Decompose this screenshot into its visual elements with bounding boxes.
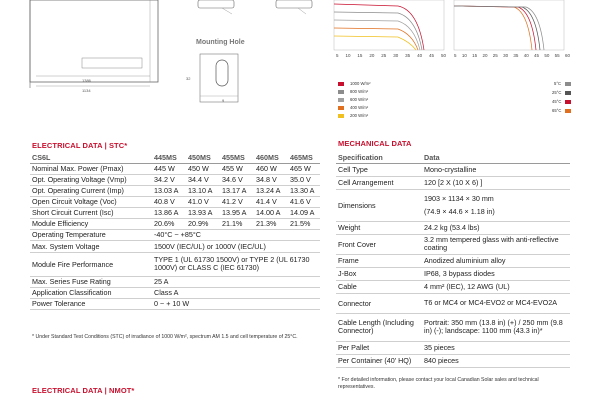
cell: 465 W <box>290 164 311 173</box>
row-label: Max. System Voltage <box>32 241 100 251</box>
row-label: Short Circuit Current (Isc) <box>32 208 114 217</box>
row-label: Nominal Max. Power (Pmax) <box>32 164 124 173</box>
x-tick: 25 <box>381 53 387 58</box>
cell: 25 A <box>154 277 169 286</box>
header-cell: 445MS <box>154 152 177 162</box>
electrical-title: ELECTRICAL DATA | STC* <box>32 141 128 150</box>
table-row <box>30 298 320 309</box>
row-label: Opt. Operating Voltage (Vmp) <box>32 175 127 184</box>
iv-chart-irradiance <box>328 0 450 56</box>
cell: 34.6 V <box>222 175 243 184</box>
cell: 41.4 V <box>256 197 277 206</box>
dim-label-1386: 1386 <box>82 78 91 83</box>
x-tick: 35 <box>513 53 519 58</box>
table-row <box>30 207 320 218</box>
legend-label: 25°C <box>552 90 562 95</box>
header-cell: 455MS <box>222 152 245 162</box>
cell: 20.6% <box>154 219 175 228</box>
row-label: Connector <box>338 298 372 308</box>
cell: 14.09 A <box>290 208 315 217</box>
x-tick: 40 <box>523 53 529 58</box>
row-label: Module Fire Performance <box>32 259 114 269</box>
mechanical-footnote: * For detailed information, please contact your local Canadian Solar sales and technical representatives. <box>338 377 539 390</box>
legend-label: 1000 W/m² <box>350 81 371 86</box>
iv-chart-temperature <box>452 0 572 56</box>
dimensions-imperial: (74.9 × 44.6 × 1.18 in) <box>424 207 495 216</box>
legend-label: 200 W/m² <box>350 113 369 118</box>
x-tick: 45 <box>429 53 435 58</box>
table-row <box>30 240 320 252</box>
cell: 40.8 V <box>154 197 175 206</box>
x-tick: 45 <box>534 53 540 58</box>
row-label: Open Circuit Voltage (Voc) <box>32 197 117 206</box>
row-label: Max. Series Fuse Rating <box>32 277 111 286</box>
cell: 35.0 V <box>290 175 311 184</box>
x-tick: 40 <box>417 53 423 58</box>
table-row <box>30 287 320 298</box>
x-tick: 20 <box>482 53 488 58</box>
cell: 13.24 A <box>256 186 281 195</box>
cell: 455 W <box>222 164 243 173</box>
table-row <box>336 254 570 267</box>
dimensions-metric: 1903 × 1134 × 30 mm <box>424 194 494 203</box>
legend-swatch <box>338 90 344 94</box>
legend-5c <box>554 81 571 86</box>
cell: 21.5% <box>290 219 311 228</box>
cell: 0 ~ + 10 W <box>154 299 190 308</box>
cell: 41.0 V <box>188 197 209 206</box>
cell: 13.10 A <box>188 186 213 195</box>
legend-600 <box>338 97 368 102</box>
x-tick: 30 <box>503 53 509 58</box>
x-tick: 25 <box>492 53 498 58</box>
legend-400 <box>338 105 368 110</box>
legend-swatch <box>338 106 344 110</box>
x-tick: 60 <box>564 53 570 58</box>
dim-label-32: 32 <box>186 76 191 81</box>
dim-label-9: 9 <box>222 98 225 103</box>
legend-label: 600 W/m² <box>350 97 369 102</box>
legend-label: 800 W/m² <box>350 89 369 94</box>
electrical-table <box>30 152 320 310</box>
x-tick: 15 <box>472 53 478 58</box>
header-cell: Data <box>424 152 440 162</box>
cell: 13.17 A <box>222 186 247 195</box>
legend-swatch <box>565 82 571 86</box>
row-label: Cable <box>338 282 357 291</box>
cell: 35 pieces <box>424 343 455 352</box>
table-row <box>336 267 570 280</box>
row-label: Dimensions <box>338 200 376 210</box>
cell: Mono-crystalline <box>424 165 477 174</box>
table-row <box>336 221 570 234</box>
cell: 41.2 V <box>222 197 243 206</box>
table-row <box>336 234 570 254</box>
row-label: J-Box <box>338 269 357 278</box>
table-row <box>30 218 320 229</box>
legend-1000 <box>338 81 370 86</box>
iv-chart-left-ticks <box>336 53 446 58</box>
cell: 13.86 A <box>154 208 179 217</box>
x-tick: 5 <box>454 53 457 58</box>
table-row <box>336 293 570 313</box>
x-tick: 50 <box>440 53 446 58</box>
cell: TYPE 1 (UL 61730 1500V) or TYPE 2 (UL 61730 1000V) or CLASS C (IEC 61730) <box>154 254 310 272</box>
legend-65c <box>552 108 571 113</box>
header-cell: CS6L <box>32 152 51 162</box>
header-cell: 465MS <box>290 152 313 162</box>
mechanical-header-row <box>336 152 570 163</box>
row-label: Per Pallet <box>338 343 370 352</box>
row-label: Cell Type <box>338 165 368 174</box>
cell: Class A <box>154 288 179 297</box>
table-row <box>336 280 570 293</box>
x-tick: 50 <box>544 53 550 58</box>
row-label: Per Container (40' HQ) <box>338 356 412 365</box>
cell: 3.2 mm tempered glass with anti-reflective coating <box>424 235 559 252</box>
legend-label: 5°C <box>554 81 562 86</box>
module-drawing <box>0 0 320 120</box>
cell: T6 or MC4 or MC4-EVO2 or MC4-EVO2A <box>424 298 558 307</box>
x-tick: 55 <box>554 53 560 58</box>
mounting-hole-label: Mounting Hole <box>196 39 245 46</box>
table-row <box>336 354 570 367</box>
x-tick: 10 <box>345 53 351 58</box>
legend-swatch <box>565 109 571 113</box>
legend-swatch <box>338 98 344 102</box>
legend-200 <box>338 113 368 118</box>
legend-800 <box>338 89 368 94</box>
cell: 1500V (IEC/UL) or 1000V (IEC/UL) <box>154 241 266 251</box>
cell: 840 pieces <box>424 356 459 365</box>
cell: 21.1% <box>222 219 243 228</box>
legend-45c <box>552 99 571 104</box>
row-label: Operating Temperature <box>32 230 106 239</box>
table-row <box>336 176 570 189</box>
table-row <box>30 163 320 174</box>
cell: 34.8 V <box>256 175 277 184</box>
cell <box>422 189 570 221</box>
cell: 24.2 kg (53.4 lbs) <box>424 223 480 232</box>
cell: 41.6 V <box>290 197 311 206</box>
cell: 14.00 A <box>256 208 281 217</box>
table-row <box>30 174 320 185</box>
row-label: Application Classification <box>32 288 112 297</box>
cell: 13.93 A <box>188 208 213 217</box>
table-row <box>336 163 570 176</box>
legend-25c <box>552 90 571 95</box>
table-row <box>336 189 570 221</box>
header-cell: Specification <box>338 152 383 162</box>
header-cell: 450MS <box>188 152 211 162</box>
electrical-footnote: * Under Standard Test Conditions (STC) of irradiance of 1000 W/m², spectrum AM 1.5 and cell temperature of 25°C. <box>32 334 298 340</box>
row-label: Weight <box>338 223 361 232</box>
legend-swatch <box>338 82 344 86</box>
table-row <box>30 229 320 240</box>
cell: 20.9% <box>188 219 209 228</box>
cell: 460 W <box>256 164 277 173</box>
table-row <box>30 185 320 196</box>
iv-chart-right-ticks <box>454 53 570 58</box>
legend-label: 65°C <box>552 108 562 113</box>
x-tick: 35 <box>405 53 411 58</box>
table-row <box>30 276 320 287</box>
cell: 120 [2 X (10 X 6) ] <box>424 178 483 187</box>
row-label: Module Efficiency <box>32 219 89 228</box>
row-label: Opt. Operating Current (Imp) <box>32 186 124 195</box>
dim-label-1134: 1134 <box>82 88 91 93</box>
cell: 450 W <box>188 164 209 173</box>
mechanical-title: MECHANICAL DATA <box>338 139 412 148</box>
x-tick: 10 <box>461 53 467 58</box>
cell: 34.2 V <box>154 175 175 184</box>
cell: 4 mm² (IEC), 12 AWG (UL) <box>424 282 510 291</box>
cell: -40°C ~ +85°C <box>154 230 201 239</box>
legend-swatch <box>565 100 571 104</box>
x-tick: 15 <box>357 53 363 58</box>
row-label: Cell Arrangement <box>338 178 394 187</box>
cell: 13.30 A <box>290 186 315 195</box>
legend-label: 400 W/m² <box>350 105 369 110</box>
table-row <box>336 341 570 354</box>
row-label: Cable Length (Including Connector) <box>338 318 414 335</box>
legend-swatch <box>565 91 571 95</box>
row-label: Frame <box>338 256 359 265</box>
mechanical-table <box>336 152 570 368</box>
cell: 445 W <box>154 164 175 173</box>
x-tick: 5 <box>336 53 339 58</box>
table-row <box>30 196 320 207</box>
x-tick: 20 <box>369 53 375 58</box>
cell: 13.95 A <box>222 208 247 217</box>
electrical-header-row <box>30 152 320 163</box>
legend-swatch <box>338 114 344 118</box>
cell: Portrait: 350 mm (13.8 in) (+) / 250 mm (9.8 in) (-); landscape: 1100 mm (43.3 in)* <box>424 318 563 335</box>
x-tick: 30 <box>393 53 399 58</box>
table-row <box>30 252 320 276</box>
cell: Anodized aluminium alloy <box>424 256 506 265</box>
cell: 13.03 A <box>154 186 179 195</box>
cell: 34.4 V <box>188 175 209 184</box>
row-label: Power Tolerance <box>32 299 86 308</box>
row-label: Front Cover <box>338 239 376 249</box>
electrical-nmot-title: ELECTRICAL DATA | NMOT* <box>32 386 135 395</box>
table-row <box>336 313 570 341</box>
cell: 21.3% <box>256 219 277 228</box>
cell: IP68, 3 bypass diodes <box>424 269 495 278</box>
header-cell: 460MS <box>256 152 279 162</box>
legend-label: 45°C <box>552 99 562 104</box>
